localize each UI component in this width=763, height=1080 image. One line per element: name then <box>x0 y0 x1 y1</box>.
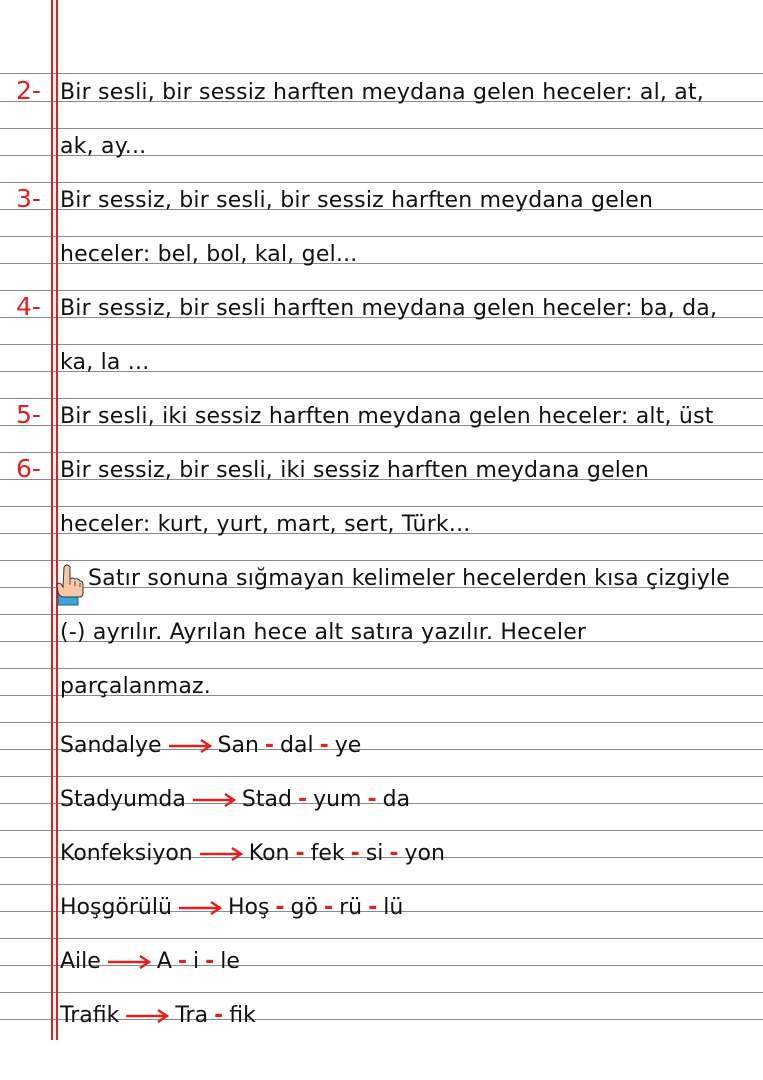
item-text-line: Bir sessiz, bir sesli harften meydana gelen heceler: ba, da, <box>60 296 718 321</box>
example-row <box>60 839 445 869</box>
ruled-line <box>0 182 763 183</box>
ruled-line <box>0 722 763 723</box>
syllable: lü <box>383 895 404 920</box>
syllable: A <box>156 949 172 974</box>
example-word: Konfeksiyon <box>60 841 193 866</box>
item-number: 5- <box>16 400 41 429</box>
ruled-line <box>0 236 763 237</box>
syllable-dash: - <box>367 787 377 812</box>
ruled-line <box>0 668 763 669</box>
ruled-line <box>0 992 763 993</box>
syllable-dash: - <box>214 1003 224 1028</box>
ruled-line <box>0 452 763 453</box>
ruled-line <box>0 614 763 615</box>
ruled-line <box>0 398 763 399</box>
arrow-right-icon <box>125 1009 169 1023</box>
syllable-dash: - <box>177 949 188 974</box>
example-row <box>60 947 240 977</box>
example-row <box>60 893 403 923</box>
arrow-right-icon <box>168 739 212 753</box>
syllable: Hoş <box>227 895 270 920</box>
syllable: rü <box>339 895 363 920</box>
item-text-line: Bir sessiz, bir sesli, iki sessiz harften meydana gelen <box>60 458 649 483</box>
item-number: 3- <box>16 184 41 213</box>
syllable-dash: - <box>350 841 360 866</box>
ruled-line <box>0 938 763 939</box>
syllable: gö <box>290 895 318 920</box>
example-word: Aile <box>60 949 101 974</box>
arrow-right-icon <box>178 901 222 915</box>
example-word: Hoşgörülü <box>60 895 172 920</box>
syllable: si <box>365 841 384 866</box>
syllable-dash: - <box>389 841 399 866</box>
item-text-line: heceler: kurt, yurt, mart, sert, Türk... <box>60 512 471 537</box>
syllable: Kon <box>248 841 290 866</box>
arrow-right-icon <box>192 793 236 807</box>
item-number: 6- <box>16 454 41 483</box>
syllable: le <box>220 949 240 974</box>
syllable-dash: - <box>368 895 378 920</box>
syllable: yum <box>313 787 362 812</box>
example-word: Sandalye <box>60 733 162 758</box>
ruled-line <box>0 884 763 885</box>
ruled-line <box>0 128 763 129</box>
syllable: fek <box>310 841 345 866</box>
arrow-right-icon <box>107 955 151 969</box>
example-word: Trafik <box>60 1003 120 1028</box>
syllable: Stad <box>241 787 292 812</box>
ruled-line <box>0 560 763 561</box>
item-text-line: ka, la ... <box>60 350 150 375</box>
syllable: ye <box>334 733 362 758</box>
syllable-dash: - <box>295 841 305 866</box>
margin-line <box>51 0 53 1040</box>
item-text-line: Bir sesli, iki sessiz harften meydana gelen heceler: alt, üst <box>60 404 714 429</box>
example-row <box>60 785 410 815</box>
ruled-line <box>0 344 763 345</box>
item-number: 2- <box>16 76 41 105</box>
syllable: San <box>217 733 259 758</box>
syllable-dash: - <box>264 733 275 758</box>
arrow-right-icon <box>199 847 243 861</box>
item-text-line: Bir sessiz, bir sesli, bir sessiz harften meydana gelen <box>60 188 654 213</box>
note-text-line: Satır sonuna sığmayan kelimeler hecelerden kısa çizgiyle <box>88 566 731 591</box>
margin-line <box>56 0 58 1040</box>
syllable-dash: - <box>323 895 334 920</box>
syllable-dash: - <box>319 733 329 758</box>
ruled-line <box>0 830 763 831</box>
item-text-line: ak, ay... <box>60 134 147 159</box>
ruled-line <box>0 506 763 507</box>
item-number: 4- <box>16 292 41 321</box>
item-text-line: Bir sesli, bir sessiz harften meydana gelen heceler: al, at, <box>60 80 704 105</box>
example-row <box>60 731 361 761</box>
example-word: Stadyumda <box>60 787 186 812</box>
syllable-dash: - <box>205 949 215 974</box>
syllable: da <box>382 787 411 812</box>
syllable: yon <box>404 841 445 866</box>
example-row <box>60 1001 256 1031</box>
pointing-hand-icon <box>56 563 86 607</box>
syllable-dash: - <box>297 787 308 812</box>
syllable: dal <box>280 733 314 758</box>
syllable: Tra <box>175 1003 209 1028</box>
note-text-line: (-) ayrılır. Ayrılan hece alt satıra yazılır. Heceler <box>60 620 587 645</box>
item-text-line: heceler: bel, bol, kal, gel... <box>60 242 358 267</box>
ruled-line <box>0 776 763 777</box>
syllable-dash: - <box>275 895 285 920</box>
note-text-line: parçalanmaz. <box>60 674 211 699</box>
syllable: fik <box>229 1003 256 1028</box>
syllable: i <box>193 949 200 974</box>
ruled-line <box>0 73 763 74</box>
ruled-line <box>0 290 763 291</box>
